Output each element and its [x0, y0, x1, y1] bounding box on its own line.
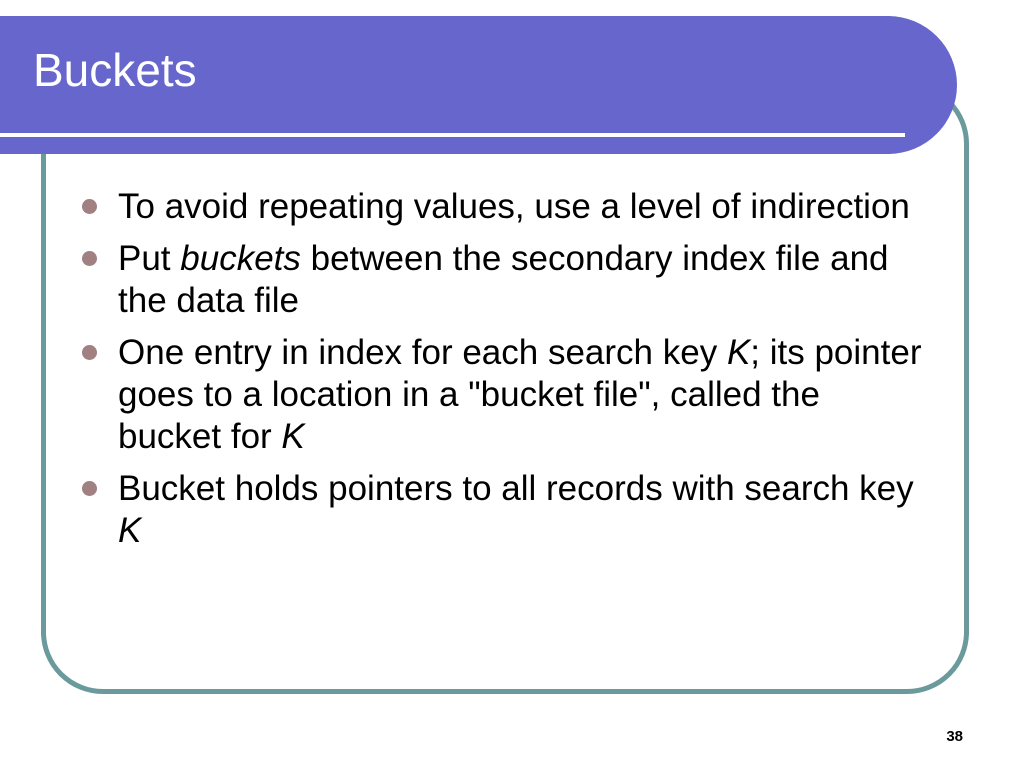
- bullet-text: [118, 333, 922, 456]
- bullet-item: [82, 468, 932, 552]
- bullet-emphasis: K: [118, 511, 142, 550]
- bullet-text-part: To avoid repeating values, use a level of indirection: [118, 187, 910, 226]
- bullet-text-part: One entry in index for each search key: [118, 333, 727, 372]
- bullet-item: [82, 238, 932, 322]
- bullet-text-part: between the secondary index file and the data file: [118, 239, 889, 320]
- bullet-text: [118, 469, 914, 550]
- bullet-emphasis: K: [281, 417, 305, 456]
- bullet-item: [82, 186, 932, 228]
- slide-title: Buckets: [33, 44, 197, 96]
- bullet-list: [82, 186, 932, 562]
- bullet-item: [82, 332, 932, 458]
- bullet-dot-icon: [82, 345, 97, 360]
- bullet-dot-icon: [82, 481, 97, 496]
- bullet-text: [118, 239, 889, 320]
- bullet-dot-icon: [82, 199, 97, 214]
- bullet-text-part: Bucket holds pointers to all records with search key: [118, 469, 914, 508]
- bullet-dot-icon: [82, 251, 97, 266]
- title-divider: [0, 133, 905, 137]
- bullet-emphasis: K: [726, 333, 751, 372]
- bullet-text-part: ; its pointer goes to a location in a "bucket file", called the bucket for: [118, 333, 922, 456]
- bullet-emphasis: buckets: [180, 239, 301, 278]
- page-number: 38: [946, 728, 963, 745]
- bullet-text: [118, 187, 910, 226]
- bullet-text-part: Put: [118, 239, 181, 278]
